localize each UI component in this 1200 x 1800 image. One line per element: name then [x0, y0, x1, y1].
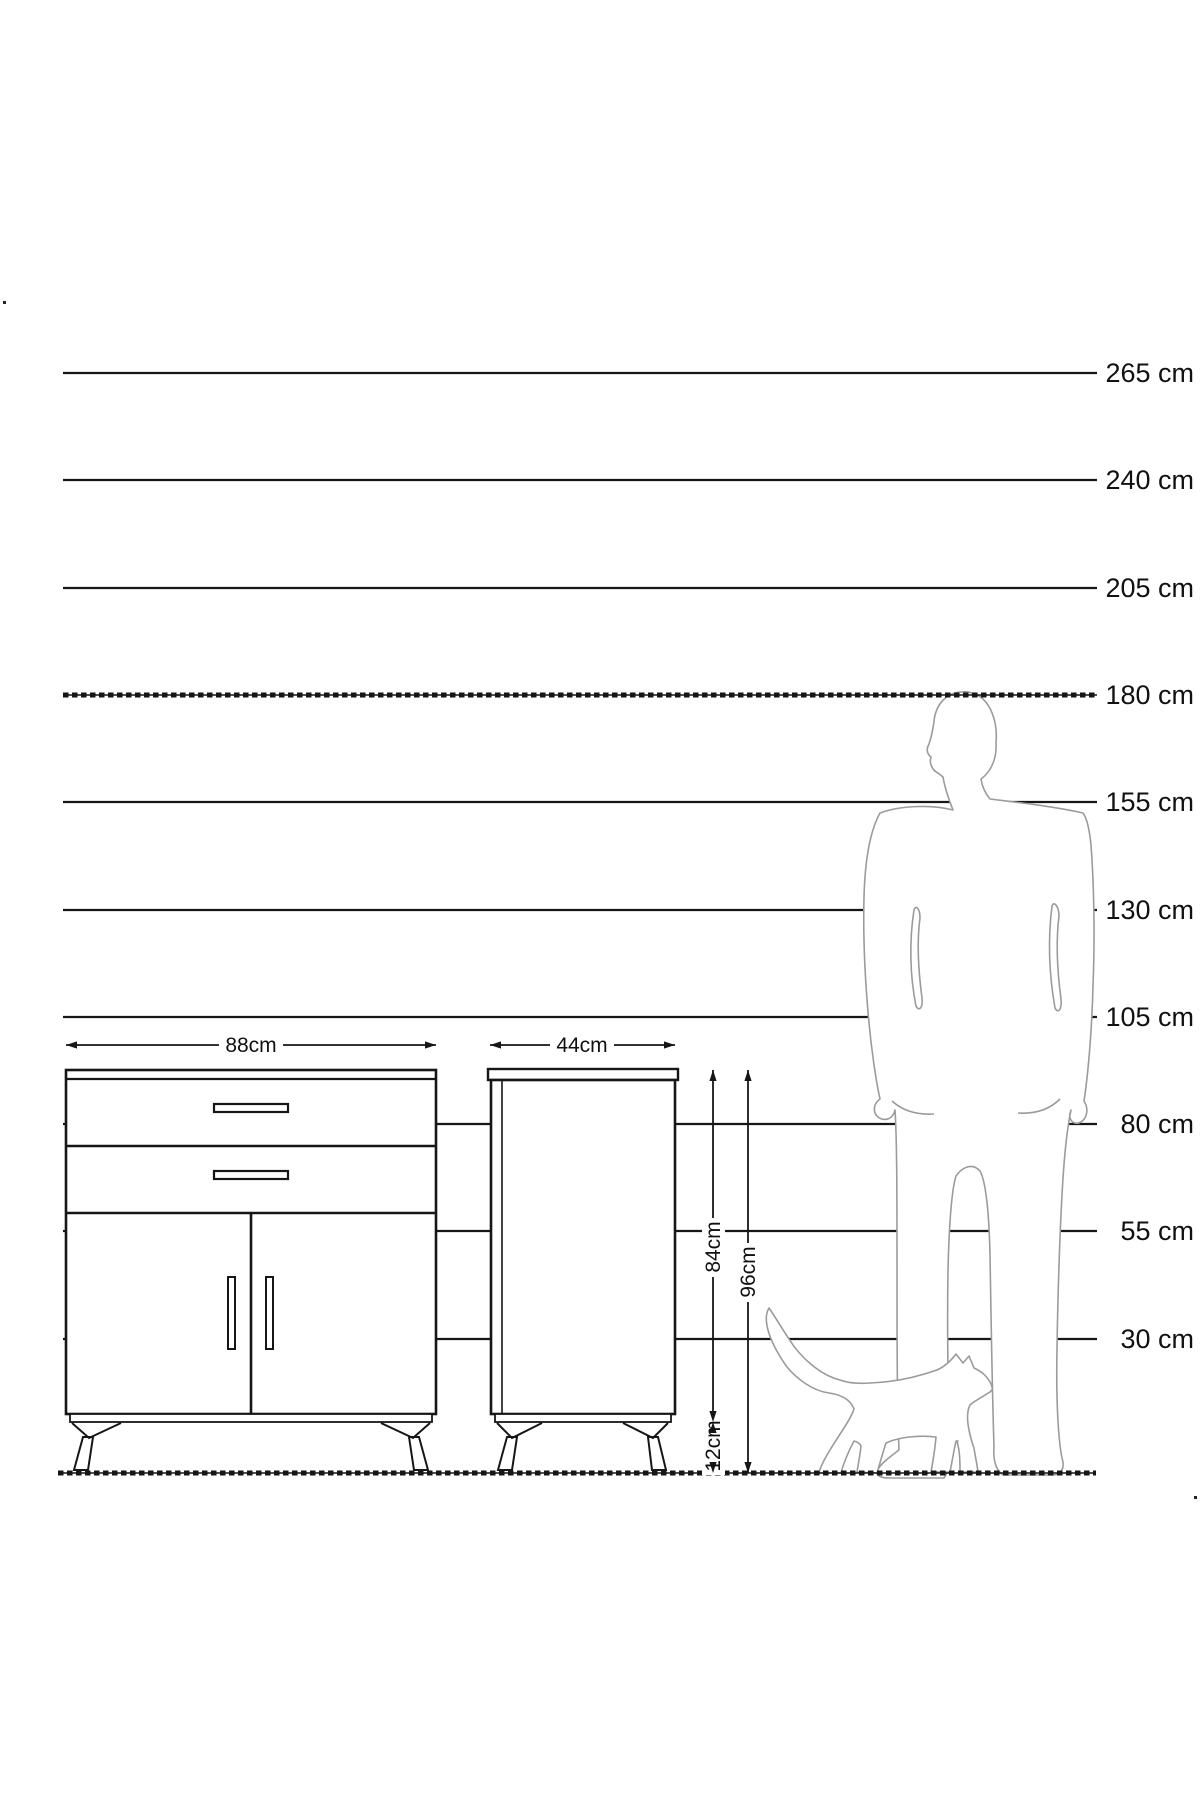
cat-outline	[766, 1308, 992, 1473]
cabinet-front-view	[66, 1070, 436, 1470]
drawer-handle	[214, 1171, 288, 1179]
dim-label-total-height: 96cm	[737, 1246, 760, 1298]
cabinet-side-legs	[497, 1423, 668, 1470]
dim-label-front-width: 88cm	[225, 1034, 277, 1057]
scale-label-30: 30 cm	[1120, 1324, 1194, 1354]
artifact-speck	[1194, 1496, 1197, 1499]
dim-label-leg-height: 12cm	[702, 1420, 725, 1472]
drawer-handle	[214, 1104, 288, 1112]
man-outline	[864, 692, 1094, 1478]
scale-label-205: 205 cm	[1105, 573, 1194, 603]
artifact-speck	[3, 301, 6, 304]
scale-label-130: 130 cm	[1105, 895, 1194, 925]
scale-label-80: 80 cm	[1120, 1109, 1194, 1139]
scale-label-265: 265 cm	[1105, 358, 1194, 388]
cabinet-side-body	[491, 1080, 675, 1414]
cabinet-leg	[72, 1423, 121, 1470]
cabinets-group	[66, 1069, 678, 1470]
cabinet-leg	[623, 1423, 668, 1470]
scale-label-155: 155 cm	[1105, 787, 1194, 817]
cabinet-leg	[381, 1423, 430, 1470]
scale-label-55: 55 cm	[1120, 1216, 1194, 1246]
cabinet-side-plinth	[495, 1414, 671, 1422]
cabinet-side-top-board	[488, 1069, 678, 1080]
cabinet-side-view	[488, 1069, 678, 1470]
cabinet-leg	[497, 1423, 542, 1470]
dim-label-body-height: 84cm	[702, 1221, 725, 1273]
scale-label-180: 180 cm	[1105, 680, 1194, 710]
scale-label-240: 240 cm	[1105, 465, 1194, 495]
scale-label-105: 105 cm	[1105, 1002, 1194, 1032]
man-silhouette	[864, 692, 1094, 1478]
cabinet-front-legs	[72, 1423, 430, 1470]
cabinet-front-plinth	[70, 1414, 432, 1422]
door-handle	[228, 1277, 235, 1349]
cat-silhouette	[766, 1308, 992, 1473]
dim-label-side-depth: 44cm	[556, 1034, 608, 1057]
door-handle	[266, 1277, 273, 1349]
